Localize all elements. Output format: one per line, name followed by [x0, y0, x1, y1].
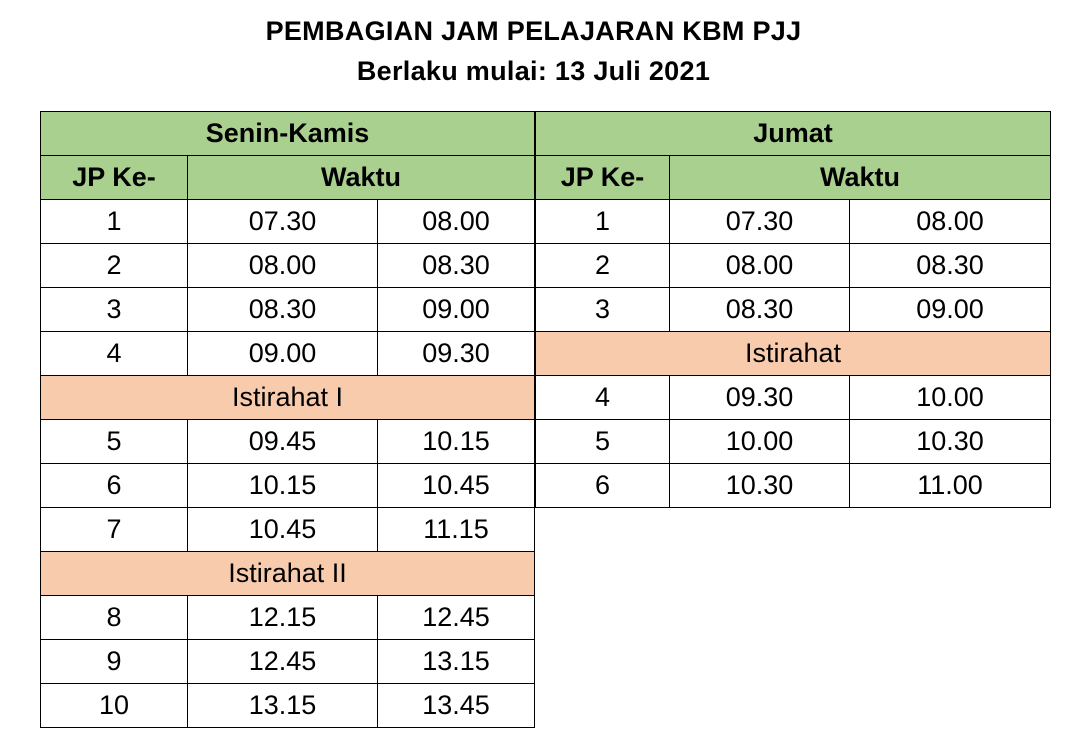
waktu-column-header: Waktu [670, 156, 1051, 200]
jp-number-cell: 8 [41, 596, 188, 640]
break-label: Istirahat II [41, 552, 535, 596]
table-row [536, 288, 1051, 332]
table-row [536, 464, 1051, 508]
break-row [536, 332, 1051, 376]
table-row [536, 376, 1051, 420]
end-time-cell: 13.45 [378, 684, 535, 728]
end-time-cell: 10.30 [850, 420, 1051, 464]
break-label: Istirahat [536, 332, 1051, 376]
table-row [41, 684, 535, 728]
end-time-cell: 08.30 [850, 244, 1051, 288]
jp-number-cell: 2 [536, 244, 670, 288]
jp-number-cell: 3 [41, 288, 188, 332]
end-time-cell: 10.45 [378, 464, 535, 508]
jp-number-cell: 3 [536, 288, 670, 332]
table-row [41, 596, 535, 640]
jp-number-cell: 2 [41, 244, 188, 288]
end-time-cell: 11.00 [850, 464, 1051, 508]
senin-kamis-header: Senin-Kamis [41, 112, 535, 156]
waktu-column-header: Waktu [188, 156, 535, 200]
start-time-cell: 08.30 [670, 288, 850, 332]
end-time-cell: 10.00 [850, 376, 1051, 420]
start-time-cell: 09.30 [670, 376, 850, 420]
table-row [41, 420, 535, 464]
senin-kamis-table [40, 111, 535, 728]
end-time-cell: 08.30 [378, 244, 535, 288]
table-row [41, 464, 535, 508]
start-time-cell: 10.30 [670, 464, 850, 508]
table-row [41, 244, 535, 288]
end-time-cell: 11.15 [378, 508, 535, 552]
end-time-cell: 13.15 [378, 640, 535, 684]
jp-number-cell: 10 [41, 684, 188, 728]
end-time-cell: 12.45 [378, 596, 535, 640]
jp-number-cell: 5 [41, 420, 188, 464]
end-time-cell: 08.00 [378, 200, 535, 244]
jp-column-header: JP Ke- [41, 156, 188, 200]
start-time-cell: 09.45 [188, 420, 378, 464]
start-time-cell: 10.00 [670, 420, 850, 464]
start-time-cell: 08.30 [188, 288, 378, 332]
document-subtitle: Berlaku mulai: 13 Juli 2021 [356, 56, 711, 86]
jp-number-cell: 1 [41, 200, 188, 244]
jumat-header: Jumat [536, 112, 1051, 156]
senin-kamis-body [41, 200, 535, 728]
end-time-cell: 08.00 [850, 200, 1051, 244]
jp-number-cell: 5 [536, 420, 670, 464]
end-time-cell: 09.00 [378, 288, 535, 332]
start-time-cell: 09.00 [188, 332, 378, 376]
table-row [536, 244, 1051, 288]
start-time-cell: 13.15 [188, 684, 378, 728]
table-row [41, 288, 535, 332]
group-header-row [536, 112, 1051, 156]
start-time-cell: 12.15 [188, 596, 378, 640]
jumat-table [535, 111, 1051, 508]
start-time-cell: 10.15 [188, 464, 378, 508]
end-time-cell: 09.00 [850, 288, 1051, 332]
break-row [41, 376, 535, 420]
jp-number-cell: 9 [41, 640, 188, 684]
end-time-cell: 09.30 [378, 332, 535, 376]
jp-number-cell: 7 [41, 508, 188, 552]
document-title: PEMBAGIAN JAM PELAJARAN KBM PJJ [265, 16, 802, 46]
table-row [41, 508, 535, 552]
table-row [536, 420, 1051, 464]
table-row [41, 200, 535, 244]
column-header-row [41, 156, 535, 200]
table-row [41, 332, 535, 376]
jumat-body [536, 200, 1051, 508]
start-time-cell: 08.00 [670, 244, 850, 288]
jp-number-cell: 4 [41, 332, 188, 376]
break-label: Istirahat I [41, 376, 535, 420]
jp-number-cell: 6 [41, 464, 188, 508]
jp-column-header: JP Ke- [536, 156, 670, 200]
table-row [41, 640, 535, 684]
column-header-row [536, 156, 1051, 200]
table-row [536, 200, 1051, 244]
start-time-cell: 07.30 [188, 200, 378, 244]
break-row [41, 552, 535, 596]
start-time-cell: 12.45 [188, 640, 378, 684]
start-time-cell: 10.45 [188, 508, 378, 552]
jp-number-cell: 6 [536, 464, 670, 508]
jp-number-cell: 4 [536, 376, 670, 420]
start-time-cell: 07.30 [670, 200, 850, 244]
group-header-row [41, 112, 535, 156]
jp-number-cell: 1 [536, 200, 670, 244]
end-time-cell: 10.15 [378, 420, 535, 464]
start-time-cell: 08.00 [188, 244, 378, 288]
